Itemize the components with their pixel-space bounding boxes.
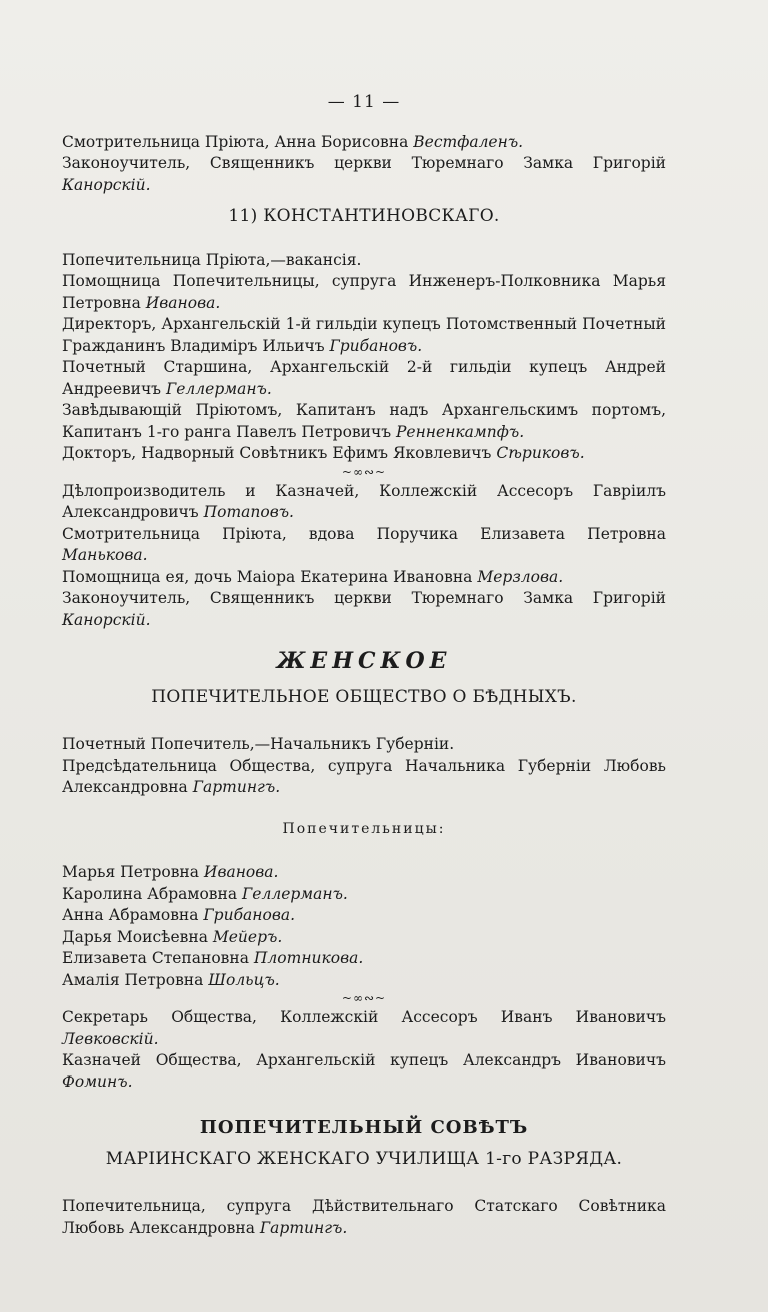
society-heading: ПОПЕЧИТЕЛЬНОЕ ОБЩЕСТВО О БѢДНЫХЪ. — [151, 686, 577, 707]
paragraph-chairwoman — [62, 756, 666, 799]
text: Законоучитель, Священникъ церкви Тюремнаго Замка Григорiй — [62, 154, 666, 172]
text: Докторъ, Надворный Совѣтникъ Ефимъ Яковлевичъ — [62, 444, 497, 462]
surname: Канорскiй. — [62, 610, 151, 629]
surname: Ренненкампфъ. — [396, 422, 525, 441]
text: Попечительница, супруга Дѣйствительнаго Статскаго Совѣтника Любовь Александровна — [62, 1197, 666, 1237]
given-name: Амалiя Петровна — [62, 970, 209, 989]
paragraph-elder — [62, 357, 666, 400]
text: Законоучитель, Священникъ церкви Тюремнаго Замка Григорiй — [62, 589, 666, 607]
text: Почетный Старшина, Архангельскiй 2-й гильдiи купецъ Андрей Андреевичъ — [62, 358, 666, 398]
list-item — [62, 948, 666, 970]
list-item — [62, 905, 666, 927]
list-item — [62, 970, 666, 992]
surname: Иванова. — [203, 863, 279, 881]
trustees-label: Попечительницы: — [282, 820, 446, 837]
text: Смотрительница Прiюта, Анна Борисовна — [62, 132, 414, 151]
surname: Канорскiй. — [62, 175, 151, 194]
surname: Потаповъ. — [203, 503, 294, 521]
list-item — [62, 884, 666, 906]
surname: Мерзлова. — [477, 567, 564, 586]
text: Казначей Общества, Архангельскiй купецъ Александръ Ивановичъ — [62, 1051, 666, 1069]
paragraph-doctor — [62, 443, 666, 465]
surname: Шольцъ. — [208, 970, 280, 989]
text: Дѣлопроизводитель и Казначей, Коллежскiй Ассесоръ Гаврiилъ Александровичъ — [62, 481, 666, 521]
text: Помощница Попечительницы, супруга Инженеръ-Полковника Марья Петровна — [62, 272, 666, 312]
school-heading: МАРIИНСКАГО ЖЕНСКАГО УЧИЛИЩА 1-го РАЗРЯДА. — [105, 1148, 623, 1169]
paragraph-clerk — [62, 481, 666, 524]
text: Предсѣдательница Общества, супруга Начальника Губернiи Любовь Александровна — [62, 756, 666, 796]
text: Директоръ, Архангельскiй 1-й гильдiи купецъ Потомственный Почетный Гражданинъ Владимiръ Ильичъ — [62, 315, 666, 355]
list-item — [62, 862, 666, 884]
ornament-divider-1: ~∞∾~ — [341, 464, 387, 479]
paragraph-honorary-trustee: Почетный Попечитель,—Начальникъ Губернiи. — [62, 735, 455, 753]
section-heading-zhenskoe: ЖЕНСКОЕ — [276, 648, 452, 674]
surname: Маньковa. — [62, 546, 148, 564]
paragraph-assistant — [62, 271, 666, 314]
paragraph-manager — [62, 400, 666, 443]
text: Помощница ея, дочь Маiора Екатерина Ивановна — [62, 567, 478, 586]
surname: Геллерманъ. — [165, 379, 272, 398]
surname: Левковскiй. — [62, 1029, 159, 1048]
given-name: Елизавета Степановна — [62, 949, 254, 967]
given-name: Дарья Моисѣевна — [62, 927, 213, 946]
paragraph-warden-1 — [62, 132, 666, 154]
text: Секретарь Общества, Коллежскiй Ассесоръ Иванъ Ивановичъ — [62, 1008, 666, 1026]
trustees-list — [62, 862, 666, 991]
text: Завѣдывающiй Прiютомъ, Капитанъ надъ Архангельскимъ портомъ, Капитанъ 1-го ранга Павелъ Петровичъ — [62, 401, 666, 441]
paragraph-warden-2 — [62, 524, 666, 567]
surname: Вестфаленъ. — [413, 132, 524, 151]
page-number: — 11 — — [327, 92, 401, 112]
paragraph-treasurer — [62, 1050, 666, 1093]
given-name: Марья Петровна — [62, 863, 204, 881]
paragraph-secretary — [62, 1007, 666, 1050]
surname: Грибановъ. — [329, 336, 423, 355]
page-content — [62, 92, 666, 1239]
list-item — [62, 927, 666, 949]
ornament-divider-2: ~∞∾~ — [341, 991, 387, 1005]
surname: Гартингъ. — [192, 778, 281, 796]
surname: Фоминъ. — [62, 1072, 133, 1091]
section-heading-konstantinovskago: 11) КОНСТАНТИНОВСКАГО. — [228, 206, 500, 226]
surname: Плотникова. — [253, 949, 364, 967]
council-heading: ПОПЕЧИТЕЛЬНЫЙ СОВѢТЪ — [199, 1117, 529, 1138]
surname: Иванова. — [145, 293, 221, 312]
surname: Сѣриковъ. — [496, 444, 585, 462]
paragraph-chaplain-2 — [62, 588, 666, 631]
surname: Гартингъ. — [259, 1218, 348, 1237]
surname: Мейеръ. — [212, 927, 283, 946]
given-name: Каролина Абрамовна — [62, 884, 243, 903]
surname: Грибанова. — [203, 906, 296, 924]
paragraph-school-trustee — [62, 1196, 666, 1239]
paragraph-director — [62, 314, 666, 357]
paragraph-trustee: Попечительница Прiюта,—вакансiя. — [62, 250, 362, 269]
paragraph-chaplain-1 — [62, 153, 666, 196]
surname: Геллерманъ. — [242, 884, 348, 903]
paragraph-assistant-2 — [62, 567, 666, 589]
text: Смотрительница Прiюта, вдова Поручика Елизавета Петровна — [62, 524, 666, 543]
given-name: Анна Абрамовна — [62, 906, 204, 924]
